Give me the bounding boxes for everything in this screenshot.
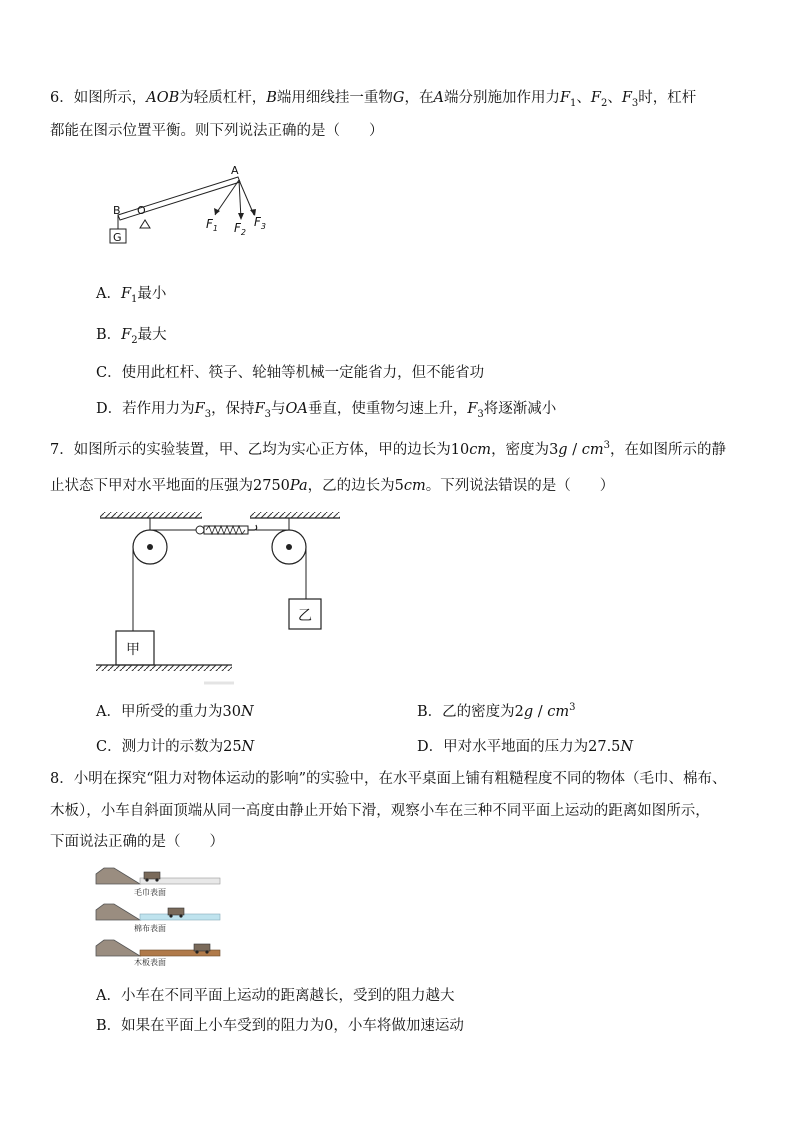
q7-stem-line1: 7．如图所示的实验装置，甲、乙均为实心正方体，甲的边长为10cm，密度为$3g / cm^3$，在如图所示的静 xyxy=(50,440,726,458)
fig6-label-B: B xyxy=(113,204,121,217)
fig7-label-jia: 甲 xyxy=(126,642,140,658)
q6-option-c[interactable]: C．使用此杠杆、筷子、轮轴等机械一定能省力，但不能省功 xyxy=(96,365,485,381)
fig6-label-G: G xyxy=(113,231,122,244)
q7-option-a[interactable]: A．甲所受的重力为30N xyxy=(96,704,254,720)
q8-option-a[interactable]: A．小车在不同平面上运动的距离越长，受到的阻力越大 xyxy=(96,988,455,1004)
fig8-label-wood: 木板表面 xyxy=(134,958,166,966)
q6-stem-line1: 6．如图所示，AOB为轻质杠杆，B端用细线挂一重物G，在A端分别施加作用力$F_1$、$F_2$、$F_3$时，杠杆 xyxy=(50,90,697,109)
q7-option-d[interactable]: D．甲对水平地面的压力为27.5N xyxy=(417,739,634,755)
q6-lever-figure xyxy=(100,160,280,250)
q8-stem-line1: 8．小明在探究“阻力对物体运动的影响”的实验中，在水平桌面上铺有粗糙程度不同的物体（毛巾、棉布、 xyxy=(50,771,727,787)
q6-option-b[interactable]: B．$F_2$最大 xyxy=(96,327,167,346)
svg-text:F2: $F_2$ xyxy=(234,221,246,237)
fig6-label-A: A xyxy=(231,164,239,177)
q8-stem-line3: 下面说法正确的是（ ） xyxy=(50,834,224,850)
q7-stem-line2: 止状态下甲对水平地面的压强为2750Pa，乙的边长为5cm。下列说法错误的是（ ） xyxy=(50,478,615,494)
q6-stem-line2: 都能在图示位置平衡。则下列说法正确的是（ ） xyxy=(50,123,384,139)
q7-option-c[interactable]: C．测力计的示数为25N xyxy=(96,739,255,755)
q7-pulley-figure xyxy=(92,507,346,689)
q7-option-b[interactable]: B．乙的密度为$2g / cm^3$ xyxy=(417,702,576,720)
fig8-label-towel: 毛巾表面 xyxy=(134,888,166,897)
fig6-label-F1: F xyxy=(206,217,213,231)
fig6-label-F3: F xyxy=(254,215,261,229)
q8-stem-line2: 木板），小车自斜面顶端从同一高度由静止开始下滑，观察小车在三种不同平面上运动的距离如图所示， xyxy=(50,803,710,819)
fig8-label-cotton: 棉布表面 xyxy=(134,924,166,933)
fig7-label-yi: 乙 xyxy=(298,608,312,624)
q6-option-a[interactable]: A．$F_1$最小 xyxy=(96,286,167,305)
q8-ramp-figure xyxy=(94,862,224,966)
q6-option-d[interactable]: D．若作用力为$F_3$，保持$F_3$与OA垂直，使重物匀速上升，$F_3$将逐渐减小 xyxy=(96,401,557,420)
fig6-label-O: O xyxy=(137,204,146,217)
q8-option-b[interactable]: B．如果在平面上小车受到的阻力为0，小车将做加速运动 xyxy=(96,1018,464,1034)
svg-text:F3: $F_3$ xyxy=(254,215,266,231)
fig6-label-F2: F xyxy=(234,221,241,235)
svg-text:F1: $F_1$ xyxy=(206,217,218,233)
